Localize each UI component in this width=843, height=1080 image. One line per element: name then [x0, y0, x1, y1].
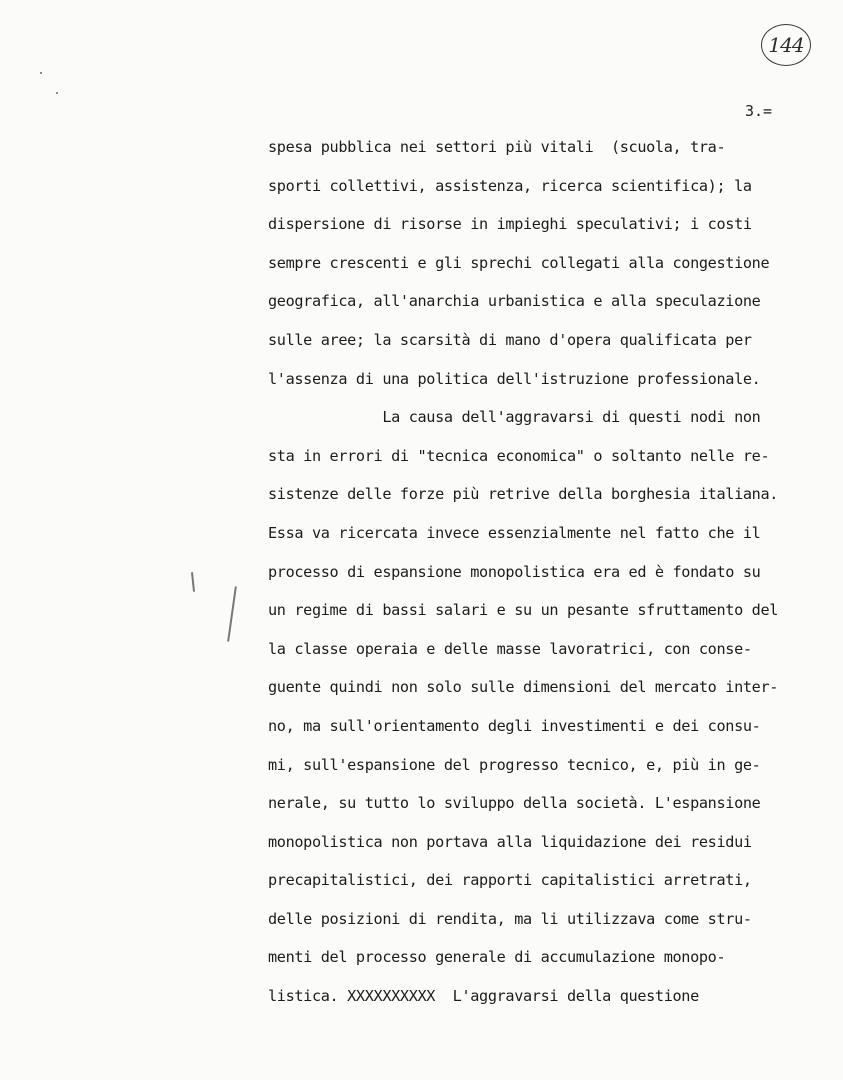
text-line: un regime di bassi salari e su un pesante sfruttamento del: [268, 601, 779, 620]
text-line: la classe operaia e delle masse lavoratrici, con conse-: [268, 639, 752, 658]
text-line: geografica, all'anarchia urbanistica e alla speculazione: [268, 292, 761, 311]
page-stamp-text: 144: [768, 33, 804, 57]
text-line: delle posizioni di rendita, ma li utilizzava come stru-: [268, 909, 752, 928]
text-line: guente quindi non solo sulle dimensioni del mercato inter-: [268, 678, 779, 697]
text-line: l'assenza di una politica dell'istruzione professionale.: [268, 369, 761, 388]
text-line: listica. XXXXXXXXXX L'aggravarsi della questione: [268, 987, 699, 1006]
text-line: sistenze delle forze più retrive della borghesia italiana.: [268, 485, 779, 504]
text-line: sporti collettivi, assistenza, ricerca scientifica); la: [268, 176, 752, 195]
text-line: sta in errori di "tecnica economica" o soltanto nelle re-: [268, 446, 770, 465]
text-line: nerale, su tutto lo sviluppo della società. L'espansione: [268, 794, 761, 813]
text-line: mi, sull'espansione del progresso tecnico, e, più in ge-: [268, 755, 761, 774]
text-line: precapitalistici, dei rapporti capitalistici arretrati,: [268, 871, 752, 890]
text-line: no, ma sull'orientamento degli investimenti e dei consu-: [268, 716, 761, 735]
margin-speck: [56, 92, 58, 94]
text-line: La causa dell'aggravarsi di questi nodi non: [268, 408, 761, 427]
text-line: spesa pubblica nei settori più vitali (scuola, tra-: [268, 138, 726, 156]
text-line: dispersione di risorse in impieghi speculativi; i costi: [268, 215, 752, 234]
margin-pencil-mark: [191, 572, 195, 592]
text-line: menti del processo generale di accumulazione monopo-: [268, 948, 726, 967]
page-header-number: 3.=: [745, 102, 773, 120]
circled-page-number: [761, 24, 811, 66]
text-line: monopolistica non portava alla liquidazione dei residui: [268, 832, 752, 851]
text-line: sempre crescenti e gli sprechi collegati alla congestione: [268, 253, 770, 272]
typed-body-text: [268, 137, 778, 1025]
margin-speck: [40, 72, 42, 74]
text-line: sulle aree; la scarsità di mano d'opera qualificata per: [268, 330, 752, 349]
text-line: Essa va ricercata invece essenzialmente nel fatto che il: [268, 523, 761, 542]
margin-pencil-mark: [227, 586, 236, 642]
text-line: processo di espansione monopolistica era ed è fondato su: [268, 562, 761, 581]
